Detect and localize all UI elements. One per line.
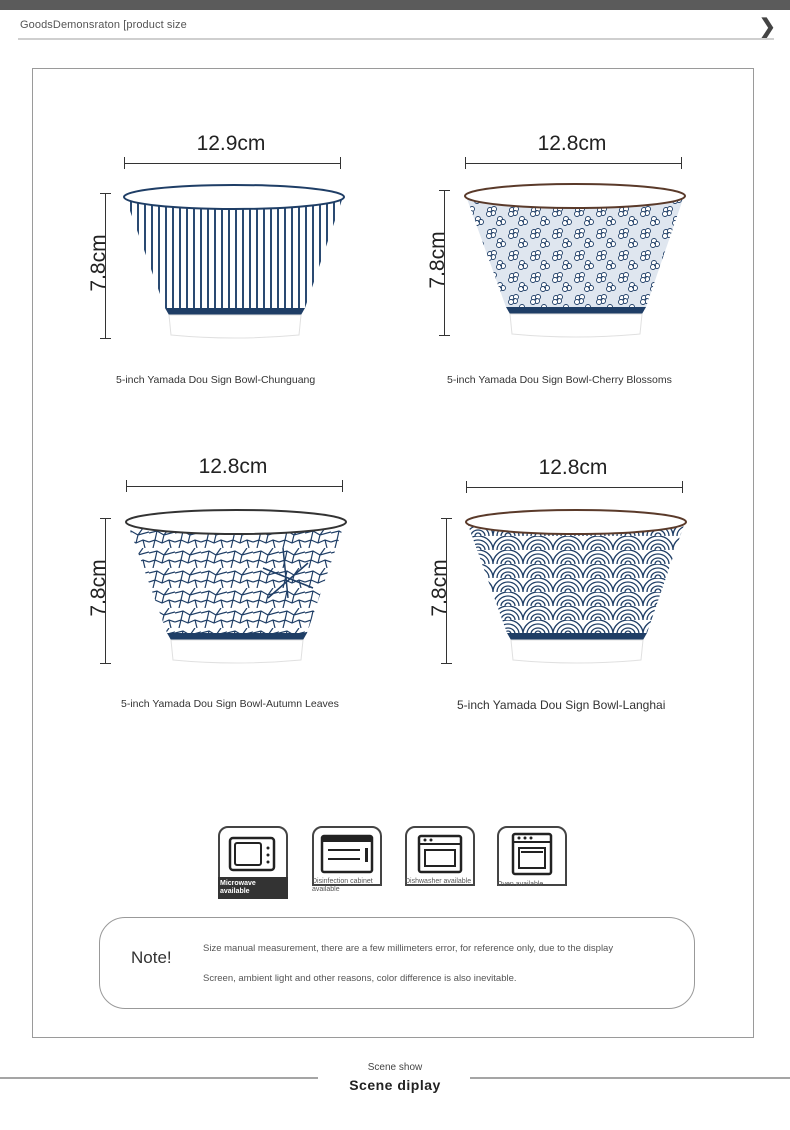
- note-line-1: Size manual measurement, there are a few millimeters error, for reference only, due to the display: [203, 943, 614, 954]
- header-divider: [18, 38, 774, 40]
- scene-subtitle: Scene show: [367, 1062, 423, 1073]
- scene-title: Scene diplay: [349, 1077, 441, 1093]
- height-label: 7.8cm: [428, 559, 451, 617]
- height-label: 7.8cm: [426, 231, 449, 289]
- care-oven: [497, 826, 569, 896]
- care-label: Disinfection cabinet available: [312, 878, 373, 893]
- care-label: Dishwasher available: [405, 878, 472, 885]
- care-dishwasher: [405, 826, 477, 896]
- bowl-autumn-leaves-image: [123, 508, 349, 668]
- height-dimension: [83, 193, 111, 343]
- care-microwave: [218, 826, 290, 896]
- care-label: Oven available: [497, 881, 544, 888]
- note-title: Note!: [131, 948, 172, 967]
- caption-chunguang: 5-inch Yamada Dou Sign Bowl-Chunguang: [116, 374, 316, 386]
- note-line-2: Screen, ambient light and other reasons, color difference is also inevitable.: [203, 973, 517, 984]
- chevron-right-icon[interactable]: ❯: [759, 16, 776, 38]
- width-label: 12.8cm: [537, 132, 607, 155]
- height-dimension: [83, 518, 111, 668]
- bowl-chunguang-image: [121, 183, 347, 343]
- height-label: 7.8cm: [87, 559, 110, 617]
- note-box: [99, 917, 695, 1009]
- width-dimension: [116, 132, 356, 165]
- caption-autumn-leaves: 5-inch Yamada Dou Sign Bowl-Autumn Leaves: [121, 698, 339, 710]
- bowl-cherry-blossoms-image: [462, 182, 688, 342]
- care-disinfection-cabinet: [312, 826, 384, 896]
- caption-langhai: 5-inch Yamada Dou Sign Bowl-Langhai: [457, 698, 666, 712]
- width-dimension: [458, 456, 698, 489]
- care-label: Microwave available: [218, 877, 288, 899]
- disinfection-cabinet-icon: [312, 826, 382, 886]
- oven-icon: [497, 826, 567, 886]
- section-title: GoodsDemonsraton [product size: [20, 19, 187, 31]
- width-dimension: [457, 132, 697, 165]
- top-bar: [0, 0, 790, 10]
- bowl-langhai-image: [463, 508, 689, 668]
- height-dimension: [424, 518, 452, 668]
- width-dimension: [118, 455, 358, 488]
- width-label: 12.9cm: [196, 132, 266, 155]
- dishwasher-icon: [405, 826, 475, 886]
- width-label: 12.8cm: [538, 456, 608, 479]
- width-label: 12.8cm: [198, 455, 268, 478]
- height-dimension: [422, 190, 450, 340]
- height-label: 7.8cm: [87, 234, 110, 292]
- caption-cherry-blossoms: 5-inch Yamada Dou Sign Bowl-Cherry Blossoms: [447, 374, 672, 386]
